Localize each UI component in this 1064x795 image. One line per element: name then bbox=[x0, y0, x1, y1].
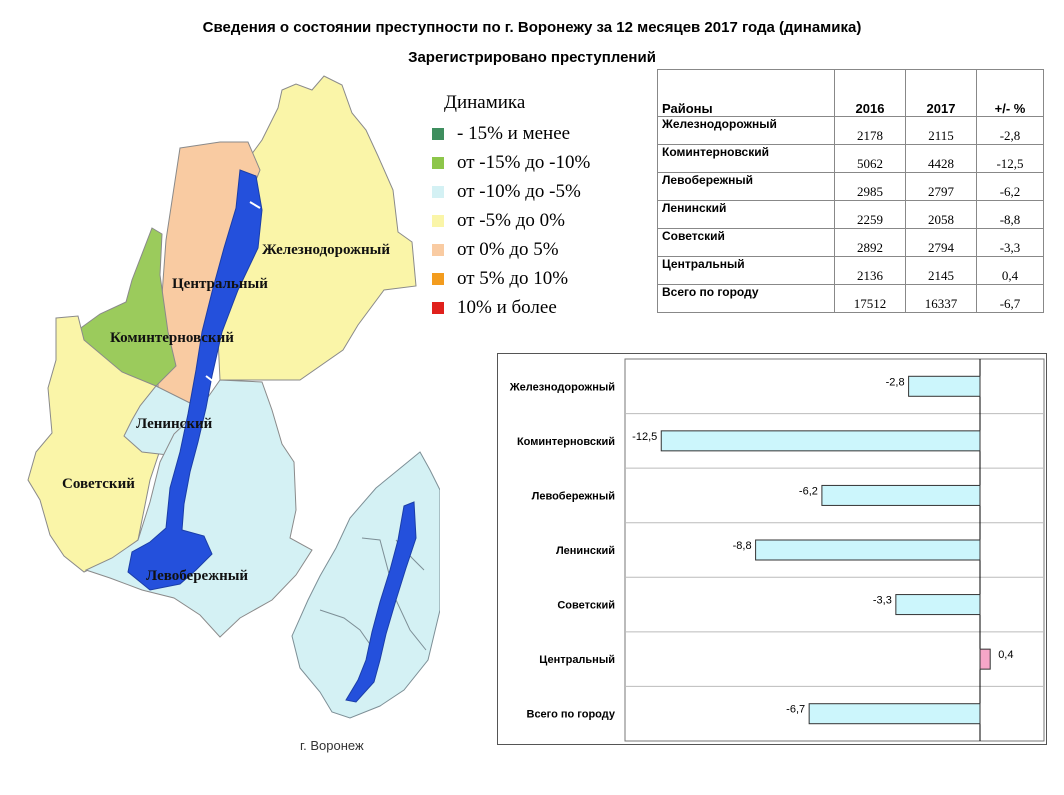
district-name-cell: Центральный bbox=[658, 257, 835, 285]
value-cell: 2178 bbox=[835, 117, 906, 145]
table-header-row bbox=[658, 70, 1044, 117]
legend-swatch bbox=[432, 302, 444, 314]
page-title: Сведения о состоянии преступности по г. Воронежу за 12 месяцев 2017 года (динамика) bbox=[202, 19, 862, 36]
table-row bbox=[658, 173, 1044, 201]
value-cell: 2892 bbox=[835, 229, 906, 257]
district-name-cell: Железнодорожный bbox=[658, 117, 835, 145]
page-subtitle: Зарегистрировано преступлений bbox=[408, 49, 656, 66]
legend-swatch bbox=[432, 244, 444, 256]
category-label: Коминтерновский bbox=[516, 435, 615, 448]
legend bbox=[432, 92, 590, 322]
value-cell: 17512 bbox=[835, 285, 906, 313]
column-header-district: Районы bbox=[658, 70, 835, 117]
inset-caption: г. Воронеж bbox=[300, 738, 364, 753]
data-label: -8,8 bbox=[732, 540, 752, 552]
legend-swatch bbox=[432, 157, 444, 169]
legend-label: от -5% до 0% bbox=[457, 209, 565, 231]
table-row bbox=[658, 117, 1044, 145]
value-cell: -6,7 bbox=[977, 285, 1044, 313]
legend-item bbox=[432, 119, 590, 148]
change-bar-chart bbox=[497, 353, 1047, 745]
district-name-cell: Коминтерновский bbox=[658, 145, 835, 173]
data-label: -6,7 bbox=[786, 703, 806, 716]
value-cell: -2,8 bbox=[977, 117, 1044, 145]
legend-swatch bbox=[432, 215, 444, 227]
legend-swatch bbox=[432, 273, 444, 285]
value-cell: -8,8 bbox=[977, 201, 1044, 229]
value-cell: -12,5 bbox=[977, 145, 1044, 173]
value-cell: 2797 bbox=[906, 173, 977, 201]
bar bbox=[896, 595, 980, 615]
legend-label: от 5% до 10% bbox=[457, 267, 569, 289]
label-zheleznodorozhny: Железнодорожный bbox=[262, 242, 390, 258]
legend-item bbox=[432, 293, 590, 322]
label-kominternovsky: Коминтерновский bbox=[110, 330, 234, 346]
legend-item bbox=[432, 148, 590, 177]
category-label: Всего по городу bbox=[526, 708, 615, 721]
value-cell: 2115 bbox=[906, 117, 977, 145]
value-cell: 2794 bbox=[906, 229, 977, 257]
value-cell: 2259 bbox=[835, 201, 906, 229]
legend-item bbox=[432, 264, 590, 293]
legend-item bbox=[432, 177, 590, 206]
value-cell: 2058 bbox=[906, 201, 977, 229]
crime-stats-table bbox=[657, 69, 1044, 313]
district-name-cell: Советский bbox=[658, 229, 835, 257]
value-cell: 2985 bbox=[835, 173, 906, 201]
district-name-cell: Левобережный bbox=[658, 173, 835, 201]
bar bbox=[822, 485, 980, 505]
inset-map bbox=[292, 452, 440, 753]
label-sovetsky: Советский bbox=[62, 476, 135, 492]
table-row bbox=[658, 145, 1044, 173]
value-cell: 16337 bbox=[906, 285, 977, 313]
legend-label: от -10% до -5% bbox=[457, 180, 581, 202]
legend-swatch bbox=[432, 186, 444, 198]
value-cell: -3,3 bbox=[977, 229, 1044, 257]
legend-item bbox=[432, 235, 590, 264]
value-cell: 2145 bbox=[906, 257, 977, 285]
bar bbox=[756, 540, 980, 560]
value-cell: -6,2 bbox=[977, 173, 1044, 201]
data-label: -6,2 bbox=[798, 485, 818, 498]
legend-label: от -15% до -10% bbox=[457, 151, 591, 173]
legend-item bbox=[432, 206, 590, 235]
legend-title: Динамика bbox=[444, 92, 526, 113]
value-cell: 4428 bbox=[906, 145, 977, 173]
label-levoberezhny: Левобережный bbox=[146, 568, 249, 584]
bar bbox=[809, 704, 980, 724]
data-label: -3,3 bbox=[872, 594, 892, 607]
data-label: -12,5 bbox=[632, 430, 658, 443]
legend-label: от 0% до 5% bbox=[457, 238, 559, 260]
label-leninsky: Ленинский bbox=[136, 416, 213, 432]
value-cell: 5062 bbox=[835, 145, 906, 173]
legend-swatch bbox=[432, 128, 444, 140]
category-label: Советский bbox=[557, 599, 615, 612]
bar bbox=[661, 431, 980, 451]
legend-items bbox=[432, 119, 590, 322]
category-label: Железнодорожный bbox=[509, 381, 615, 394]
legend-label: - 15% и менее bbox=[457, 122, 571, 144]
value-cell: 0,4 bbox=[977, 257, 1044, 285]
table-row bbox=[658, 257, 1044, 285]
category-label: Центральный bbox=[539, 654, 615, 667]
bar bbox=[909, 376, 980, 396]
column-header-change: +/- % bbox=[977, 70, 1044, 117]
data-label: -2,8 bbox=[885, 376, 905, 389]
category-label: Левобережный bbox=[531, 490, 615, 503]
table-row bbox=[658, 285, 1044, 313]
legend-label: 10% и более bbox=[457, 296, 557, 318]
district-map bbox=[0, 70, 440, 760]
value-cell: 2136 bbox=[835, 257, 906, 285]
data-label: 0,4 bbox=[998, 649, 1014, 662]
bar bbox=[980, 649, 990, 669]
district-name-cell: Ленинский bbox=[658, 201, 835, 229]
table-row bbox=[658, 201, 1044, 229]
category-label: Ленинский bbox=[555, 545, 615, 557]
label-tsentralny: Центральный bbox=[172, 276, 268, 292]
table-row bbox=[658, 229, 1044, 257]
column-header-2017: 2017 bbox=[906, 70, 977, 117]
district-name-cell: Всего по городу bbox=[658, 285, 835, 313]
column-header-2016: 2016 bbox=[835, 70, 906, 117]
